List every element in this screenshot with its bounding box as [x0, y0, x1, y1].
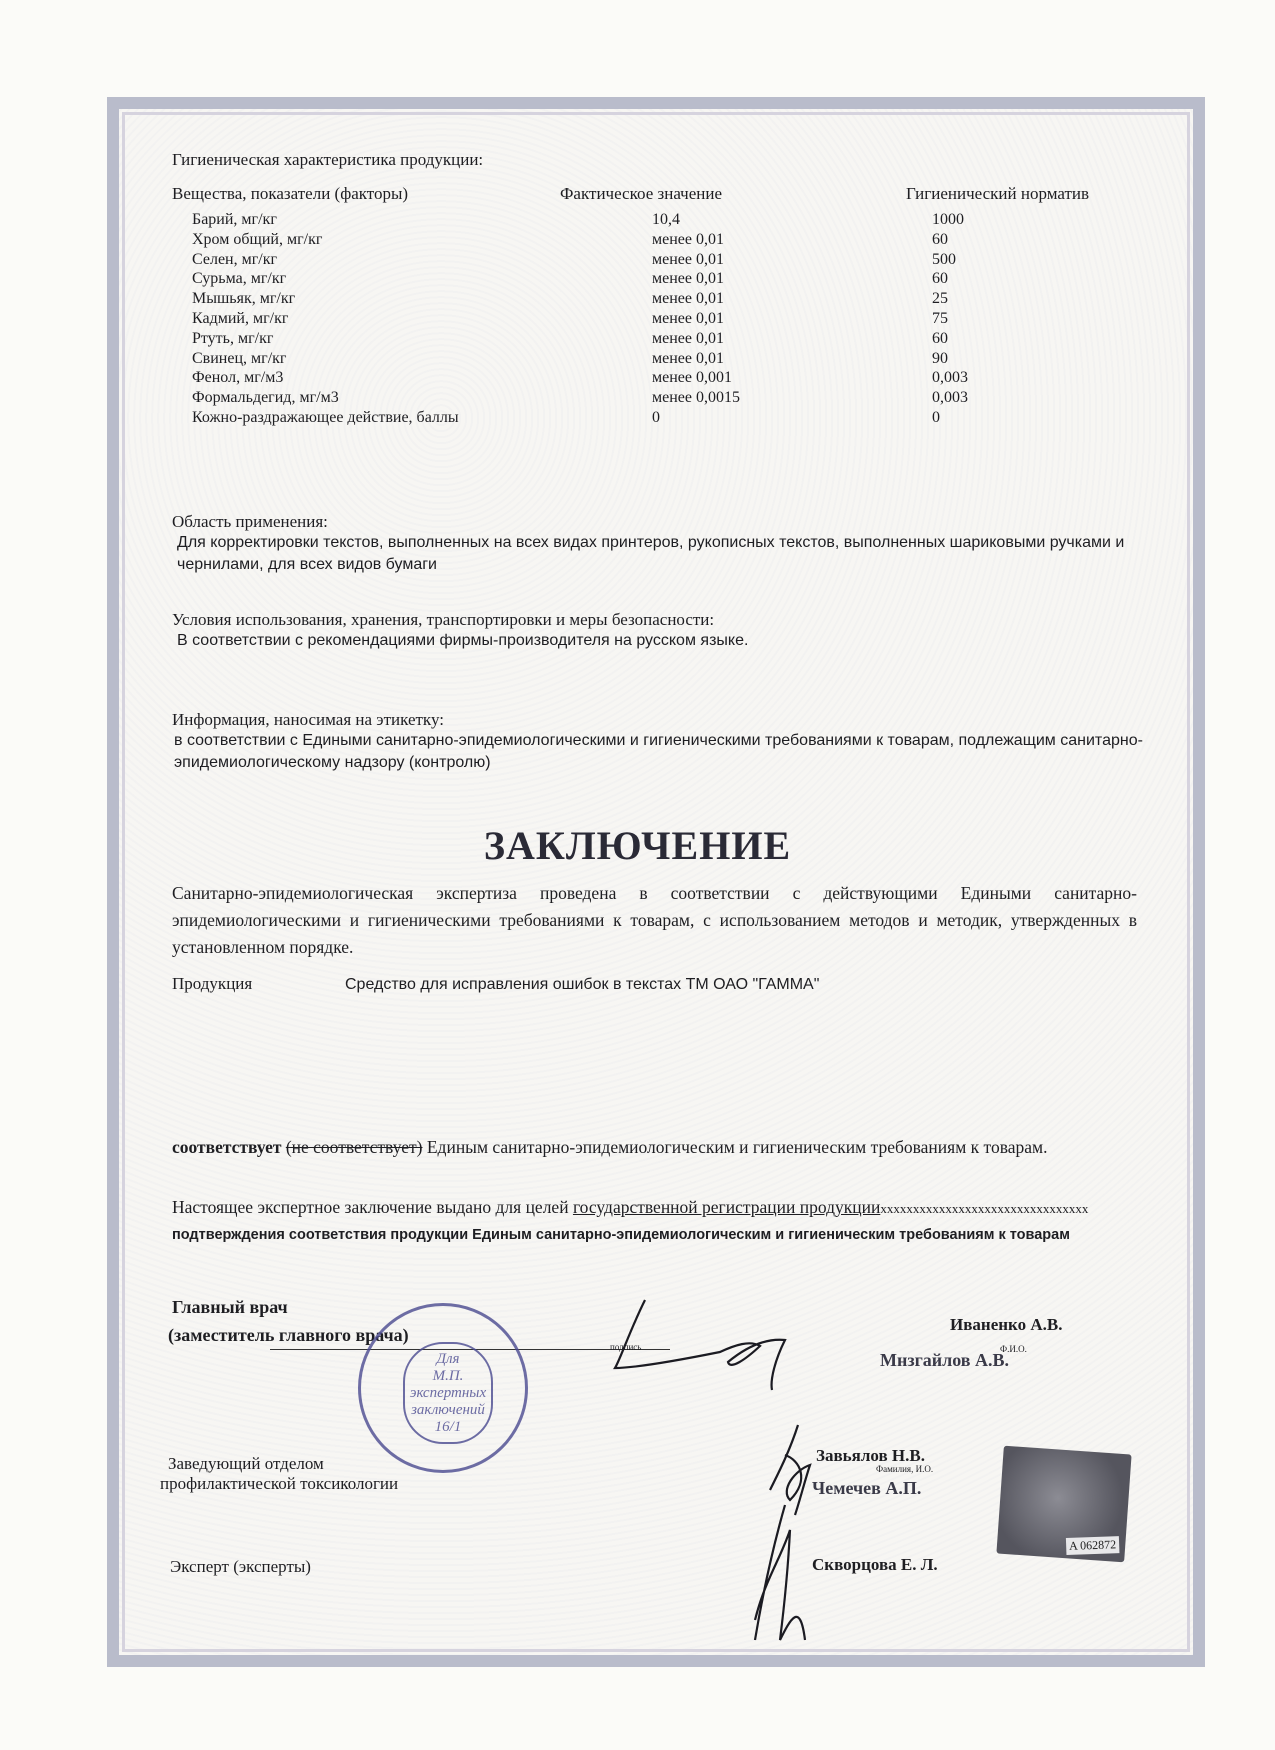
issued-statement: [172, 1197, 1088, 1218]
actual-value-cell: менее 0,01: [652, 270, 724, 288]
conclusion-heading: ЗАКЛЮЧЕНИЕ: [483, 823, 792, 868]
hygiene-title: Гигиеническая характеристика продукции:: [172, 150, 484, 169]
actual-value-cell: менее 0,0015: [652, 389, 740, 407]
official-stamp: [358, 1303, 528, 1473]
actual-value-cell: менее 0,001: [652, 369, 732, 387]
table-row: [0, 270, 1275, 289]
scope-title: Область применения:: [172, 512, 328, 531]
stamp-text-2: экспертных: [409, 1384, 487, 1401]
chief-name: Иваненко А.В.: [950, 1315, 1063, 1334]
norm-value-cell: 500: [932, 250, 956, 268]
actual-value-cell: менее 0,01: [652, 349, 724, 367]
actual-value-cell: менее 0,01: [652, 230, 724, 248]
stamp-text-3: заключений: [411, 1401, 485, 1418]
conclusion-intro: Санитарно-эпидемиологическая экспертиза проведена в соответствии с действующими Едиными санитарно-эпидемиологическими и гигиеническими требованиями к товарам, с использованием методов и методик, утвержденных в установленном порядке.: [172, 883, 1137, 957]
norm-value-cell: 75: [932, 310, 948, 327]
stamp-mp: М.П.: [432, 1367, 464, 1384]
substance-cell: Свинец, мг/кг: [192, 349, 287, 367]
actual-value-cell: менее 0,01: [652, 290, 724, 308]
deputy-title: (заместитель главного врача): [168, 1325, 409, 1345]
actual-value-cell: 0: [652, 409, 660, 426]
scope-text: Для корректировки текстов, выполненных на всех видах принтеров, рукописных текстов, выполненных шариковыми ручками и чернилами, для всех видов бумаги: [177, 534, 1125, 573]
chief-title: Главный врач: [172, 1297, 288, 1317]
table-row: [0, 350, 1275, 369]
head-caption: Фамилия, И.О.: [876, 1464, 934, 1474]
table-row: [0, 369, 1275, 388]
expert-name: Скворцова Е. Л.: [812, 1555, 938, 1574]
header-substance: Вещества, показатели (факторы): [172, 184, 409, 203]
table-row: [0, 290, 1275, 309]
stamp-center: [403, 1342, 493, 1444]
hologram-sticker: [996, 1446, 1131, 1563]
issued-purpose: государственной регистрации продукции: [572, 1197, 881, 1217]
label-info-title: Информация, наносимая на этикетку:: [172, 710, 444, 729]
hologram-number: A 062872: [1066, 1536, 1120, 1555]
norm-value-cell: 60: [932, 270, 948, 288]
norm-value-cell: 0,003: [932, 369, 968, 387]
label-info-text: в соответствии с Едиными санитарно-эпидемиологическими и гигиеническими требованиями к товарам, подлежащим санитарно-эпидемиологическому надзору (контролю): [174, 732, 1143, 771]
substance-cell: Формальдегид, мг/м3: [192, 389, 339, 407]
norm-value-cell: 60: [932, 230, 948, 248]
substance-cell: Кожно-раздражающее действие, баллы: [192, 409, 459, 426]
substance-cell: Мышьяк, мг/кг: [192, 290, 296, 308]
conditions-text: В соответствии с рекомендациями фирмы-производителя на русском языке.: [177, 632, 749, 649]
table-row: [0, 251, 1275, 270]
head-name-1: Завьялов Н.В.: [816, 1446, 925, 1465]
product-label: Продукция: [172, 974, 253, 993]
not-complies-word: (не соответствует): [285, 1137, 423, 1157]
table-row: [0, 330, 1275, 349]
expert-signature-graphic: [740, 1500, 820, 1650]
header-norm: Гигиенический норматив: [906, 184, 1089, 203]
chief-signature-graphic: [560, 1290, 810, 1400]
complies-tail: Единым санитарно-эпидемиологическим и гигиеническим требованиям к товарам.: [426, 1137, 1048, 1157]
norm-value-cell: 25: [932, 290, 948, 308]
table-row: [0, 310, 1275, 329]
substance-cell: Ртуть, мг/кг: [192, 329, 274, 347]
actual-value-cell: менее 0,01: [652, 250, 724, 268]
substance-cell: Селен, мг/кг: [192, 250, 278, 268]
complies-word: соответствует: [172, 1137, 282, 1157]
table-row: [0, 231, 1275, 250]
issued-prefix: Настоящее экспертное заключение выдано для целей: [172, 1197, 569, 1217]
product-value: Средство для исправления ошибок в текстах ТМ ОАО "ГАММА": [345, 976, 820, 993]
substance-cell: Хром общий, мг/кг: [192, 230, 323, 248]
conditions-title: Условия использования, хранения, транспортировки и меры безопасности:: [172, 610, 715, 629]
table-row: [0, 409, 1275, 428]
norm-value-cell: 1000: [932, 211, 964, 228]
norm-value-cell: 90: [932, 349, 948, 367]
table-row: [0, 211, 1275, 230]
compliance-statement: [172, 1134, 1137, 1161]
header-actual: Фактическое значение: [560, 184, 723, 203]
stamp-text-1: Для: [436, 1350, 460, 1367]
norm-value-cell: 0: [932, 409, 940, 426]
actual-value-cell: 10,4: [652, 211, 680, 228]
norm-value-cell: 60: [932, 329, 948, 347]
substance-cell: Сурьма, мг/кг: [192, 270, 287, 288]
sign-caption: подпись: [610, 1342, 642, 1352]
stamp-number: 16/1: [434, 1418, 462, 1435]
head-title-1: Заведующий отделом: [168, 1454, 324, 1473]
issued-line2: подтверждения соответствия продукции Единым санитарно-эпидемиологическим и гигиеническим требованиям к товарам: [172, 1227, 1070, 1243]
substance-cell: Фенол, мг/м3: [192, 369, 284, 387]
actual-value-cell: менее 0,01: [652, 310, 724, 327]
head-name-2: Чемечев А.П.: [812, 1478, 922, 1498]
substance-cell: Кадмий, мг/кг: [192, 310, 289, 327]
head-title-2: профилактической токсикологии: [160, 1474, 399, 1493]
issued-filler: xxxxxxxxxxxxxxxxxxxxxxxxxxxxxxxx: [880, 1201, 1089, 1216]
norm-value-cell: 0,003: [932, 389, 968, 407]
table-row: [0, 389, 1275, 408]
deputy-name: Мнзгайлов А.В.: [880, 1350, 1010, 1370]
substance-cell: Барий, мг/кг: [192, 211, 277, 228]
actual-value-cell: менее 0,01: [652, 329, 724, 347]
fio-caption: Ф.И.О.: [1000, 1344, 1027, 1354]
expert-title: Эксперт (эксперты): [170, 1557, 311, 1576]
